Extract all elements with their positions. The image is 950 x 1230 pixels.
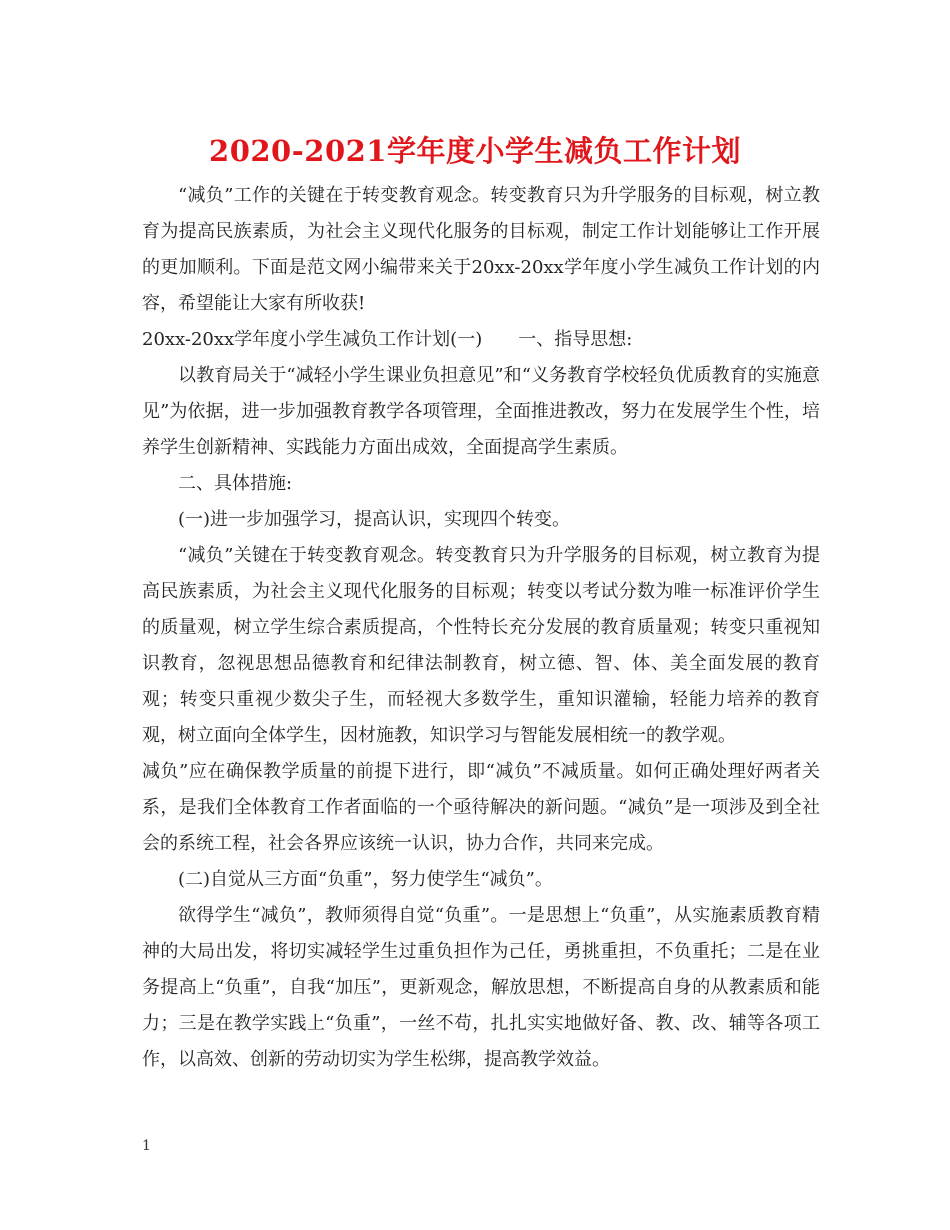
subsection-one-heading: (一)进一步加强学习，提高认识，实现四个转变。 xyxy=(178,509,571,530)
guiding-paragraph: 以教育局关于“减轻小学生课业负担意见”和“义务教育学校轻负优质教育的实施意见”为依据，进一步加强教育教学各项管理，全面推进教改，努力在发展学生个性，培养学生创新精神、实践能力方面出成效，全面提高学生素质。 xyxy=(142,365,820,458)
plan-heading-line xyxy=(142,322,820,358)
plan-heading: 20xx-20xx学年度小学生减负工作计划(一) xyxy=(142,329,483,350)
subsection-two-heading: (二)自觉从三方面“负重”，努力使学生“减负”。 xyxy=(178,869,553,890)
intro-paragraph: “减负”工作的关键在于转变教育观念。转变教育只为升学服务的目标观，树立教育为提高民族素质，为社会主义现代化服务的目标观，制定工作计划能够让工作开展的更加顺利。下面是范文网小编带来关于20xx-20xx学年度小学生减负工作计划的内容，希望能让大家有所收获! xyxy=(142,185,820,314)
quality-paragraph: 减负”应在确保教学质量的前提下进行，即“减负”不减质量。如何正确处理好两者关系，是我们全体教育工作者面临的一个亟待解决的新问题。“减负”是一项涉及到全社会的系统工程，社会各界应该统一认识，协力合作，共同来完成。 xyxy=(142,761,820,854)
transformation-paragraph: “减负”关键在于转变教育观念。转变教育只为升学服务的目标观，树立教育为提高民族素质，为社会主义现代化服务的目标观；转变以考试分数为唯一标准评价学生的质量观，树立学生综合素质提高，个性特长充分发展的教育质量观；转变只重视知识教育，忽视思想品德教育和纪律法制教育，树立德、智、体、美全面发展的教育观；转变只重视少数尖子生，而轻视大多数学生，重知识灌输，轻能力培养的教育观，树立面向全体学生，因材施教，知识学习与智能发展相统一的教学观。 xyxy=(142,545,820,746)
section-one-heading: 一、指导思想: xyxy=(518,329,633,350)
document-body xyxy=(142,178,820,1078)
page-number: 1 xyxy=(142,1138,151,1154)
section-two-heading: 二、具体措施: xyxy=(178,473,293,494)
document-title: 2020-2021学年度小学生减负工作计划 xyxy=(209,134,741,168)
burden-paragraph: 欲得学生“减负”，教师须得自觉“负重”。一是思想上“负重”，从实施素质教育精神的大局出发，将切实减轻学生过重负担作为己任，勇挑重担，不负重托；二是在业务提高上“负重”，自我“加压”，更新观念，解放思想，不断提高自身的从教素质和能力；三是在教学实践上“负重”，一丝不苟，扎扎实实地做好备、教、改、辅等各项工作，以高效、创新的劳动切实为学生松绑，提高教学效益。 xyxy=(142,905,820,1070)
